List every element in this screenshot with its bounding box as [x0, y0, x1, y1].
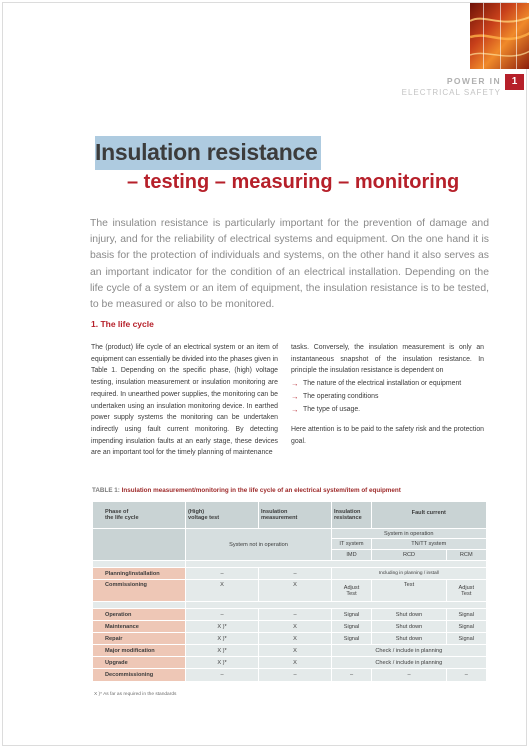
intro-paragraph: The insulation resistance is particularly important for the prevention of damage and injury, and for the reliability of electrical systems and equipment. On the one hand it is basis for the protection of individuals and systems, on the other hand it also serves as an important indicator for the condition of an electrical installation. Depending on the life cycle of a system or an item of equipment, the insulation resistance is to be tested, to be measured or also to be monitored.	[90, 218, 489, 311]
left-column-text	[91, 342, 278, 459]
header-rcd: RCD	[372, 550, 447, 561]
list-item: → The operating conditions	[291, 391, 379, 401]
table-row: Upgrade X )* X Check / include in planning	[93, 657, 486, 669]
table-header-row	[93, 502, 486, 529]
header-rcm: RCM	[447, 550, 486, 561]
arrow-right-icon: →	[291, 404, 299, 414]
section-heading: 1. The life cycle	[91, 319, 154, 329]
header-it-system: IT system	[332, 539, 372, 550]
chapter-badge: 1	[505, 74, 524, 90]
list-item: → The nature of the electrical installation or equipment	[291, 378, 462, 388]
table-caption	[92, 487, 401, 494]
page-title: Insulation resistance	[95, 139, 318, 165]
brand-subtitle: ELECTRICAL SAFETY	[401, 88, 501, 97]
table-row: Major modification X )* X Check / include in planning	[93, 645, 486, 657]
right-paragraph-1: tasks. Conversely, the insulation measurement is only an instantaneous snapshot of the insulation resistance. In principle the insulation resistance is dependent on	[291, 344, 484, 375]
header-high-voltage: (High) voltage test	[186, 502, 259, 529]
header-imd: IMD	[332, 550, 372, 561]
header-fault-current: Fault current	[372, 502, 486, 529]
arrow-right-icon: →	[291, 378, 299, 388]
table-row: Maintenance X )* X Signal Shut down Signal	[93, 621, 486, 633]
header-not-in-operation: System not in operation	[186, 529, 332, 561]
dependency-list	[291, 377, 484, 416]
document-page	[2, 2, 527, 746]
table-caption-label: TABLE 1:	[92, 487, 120, 494]
table-row: Commissioning X X Adjust Test Test Adjust Test	[93, 580, 486, 602]
table-row: Decommissioning – – – – –	[93, 669, 486, 681]
page-subtitle: – testing – measuring – monitoring	[127, 171, 460, 193]
brand-title: POWER IN	[446, 76, 501, 86]
right-column-text	[291, 342, 484, 448]
header-insulation-measurement: Insulation measurement	[259, 502, 332, 529]
table-row: Repair X )* X Signal Shut down Signal	[93, 633, 486, 645]
header-in-operation: System in operation	[332, 529, 486, 539]
header-phase: Phase of the life cycle	[93, 502, 186, 529]
right-paragraph-2: Here attention is to be paid to the safety risk and the protection goal.	[291, 426, 484, 445]
fire-texture-image	[470, 3, 529, 69]
left-paragraph: The (product) life cycle of an electrical system or an item of equipment can essentially be divided into the phases given in Table 1. Depending on the specific phase, (high) voltage testing, insulation measurement or insulation monitoring are required. In unearthed power supplies, the monitoring can be undertaken using an insulation monitoring device. In earthed power supply systems the monitoring can be undertaken indirectly using fault current monitoring. By detecting impending insulation faults at an early stage, these devices are an important tool for the timely planning of maintenance	[91, 344, 278, 457]
table-row: Operation – – Signal Shut down Signal	[93, 609, 486, 621]
arrow-right-icon: →	[291, 391, 299, 401]
header-insulation-resistance: Insulation resistance	[332, 502, 372, 529]
table-footnote: X )* As far as required in the standards	[94, 692, 177, 697]
table-caption-text: Insulation measurement/monitoring in the life cycle of an electrical system/item of equipment	[121, 487, 401, 494]
life-cycle-table	[92, 501, 486, 681]
header-tntt-system: TN/TT system	[372, 539, 486, 550]
list-item: → The type of usage.	[291, 404, 361, 414]
brand-block	[402, 76, 501, 97]
table-row: Planning/installation – – Including in planning / install	[93, 568, 486, 580]
